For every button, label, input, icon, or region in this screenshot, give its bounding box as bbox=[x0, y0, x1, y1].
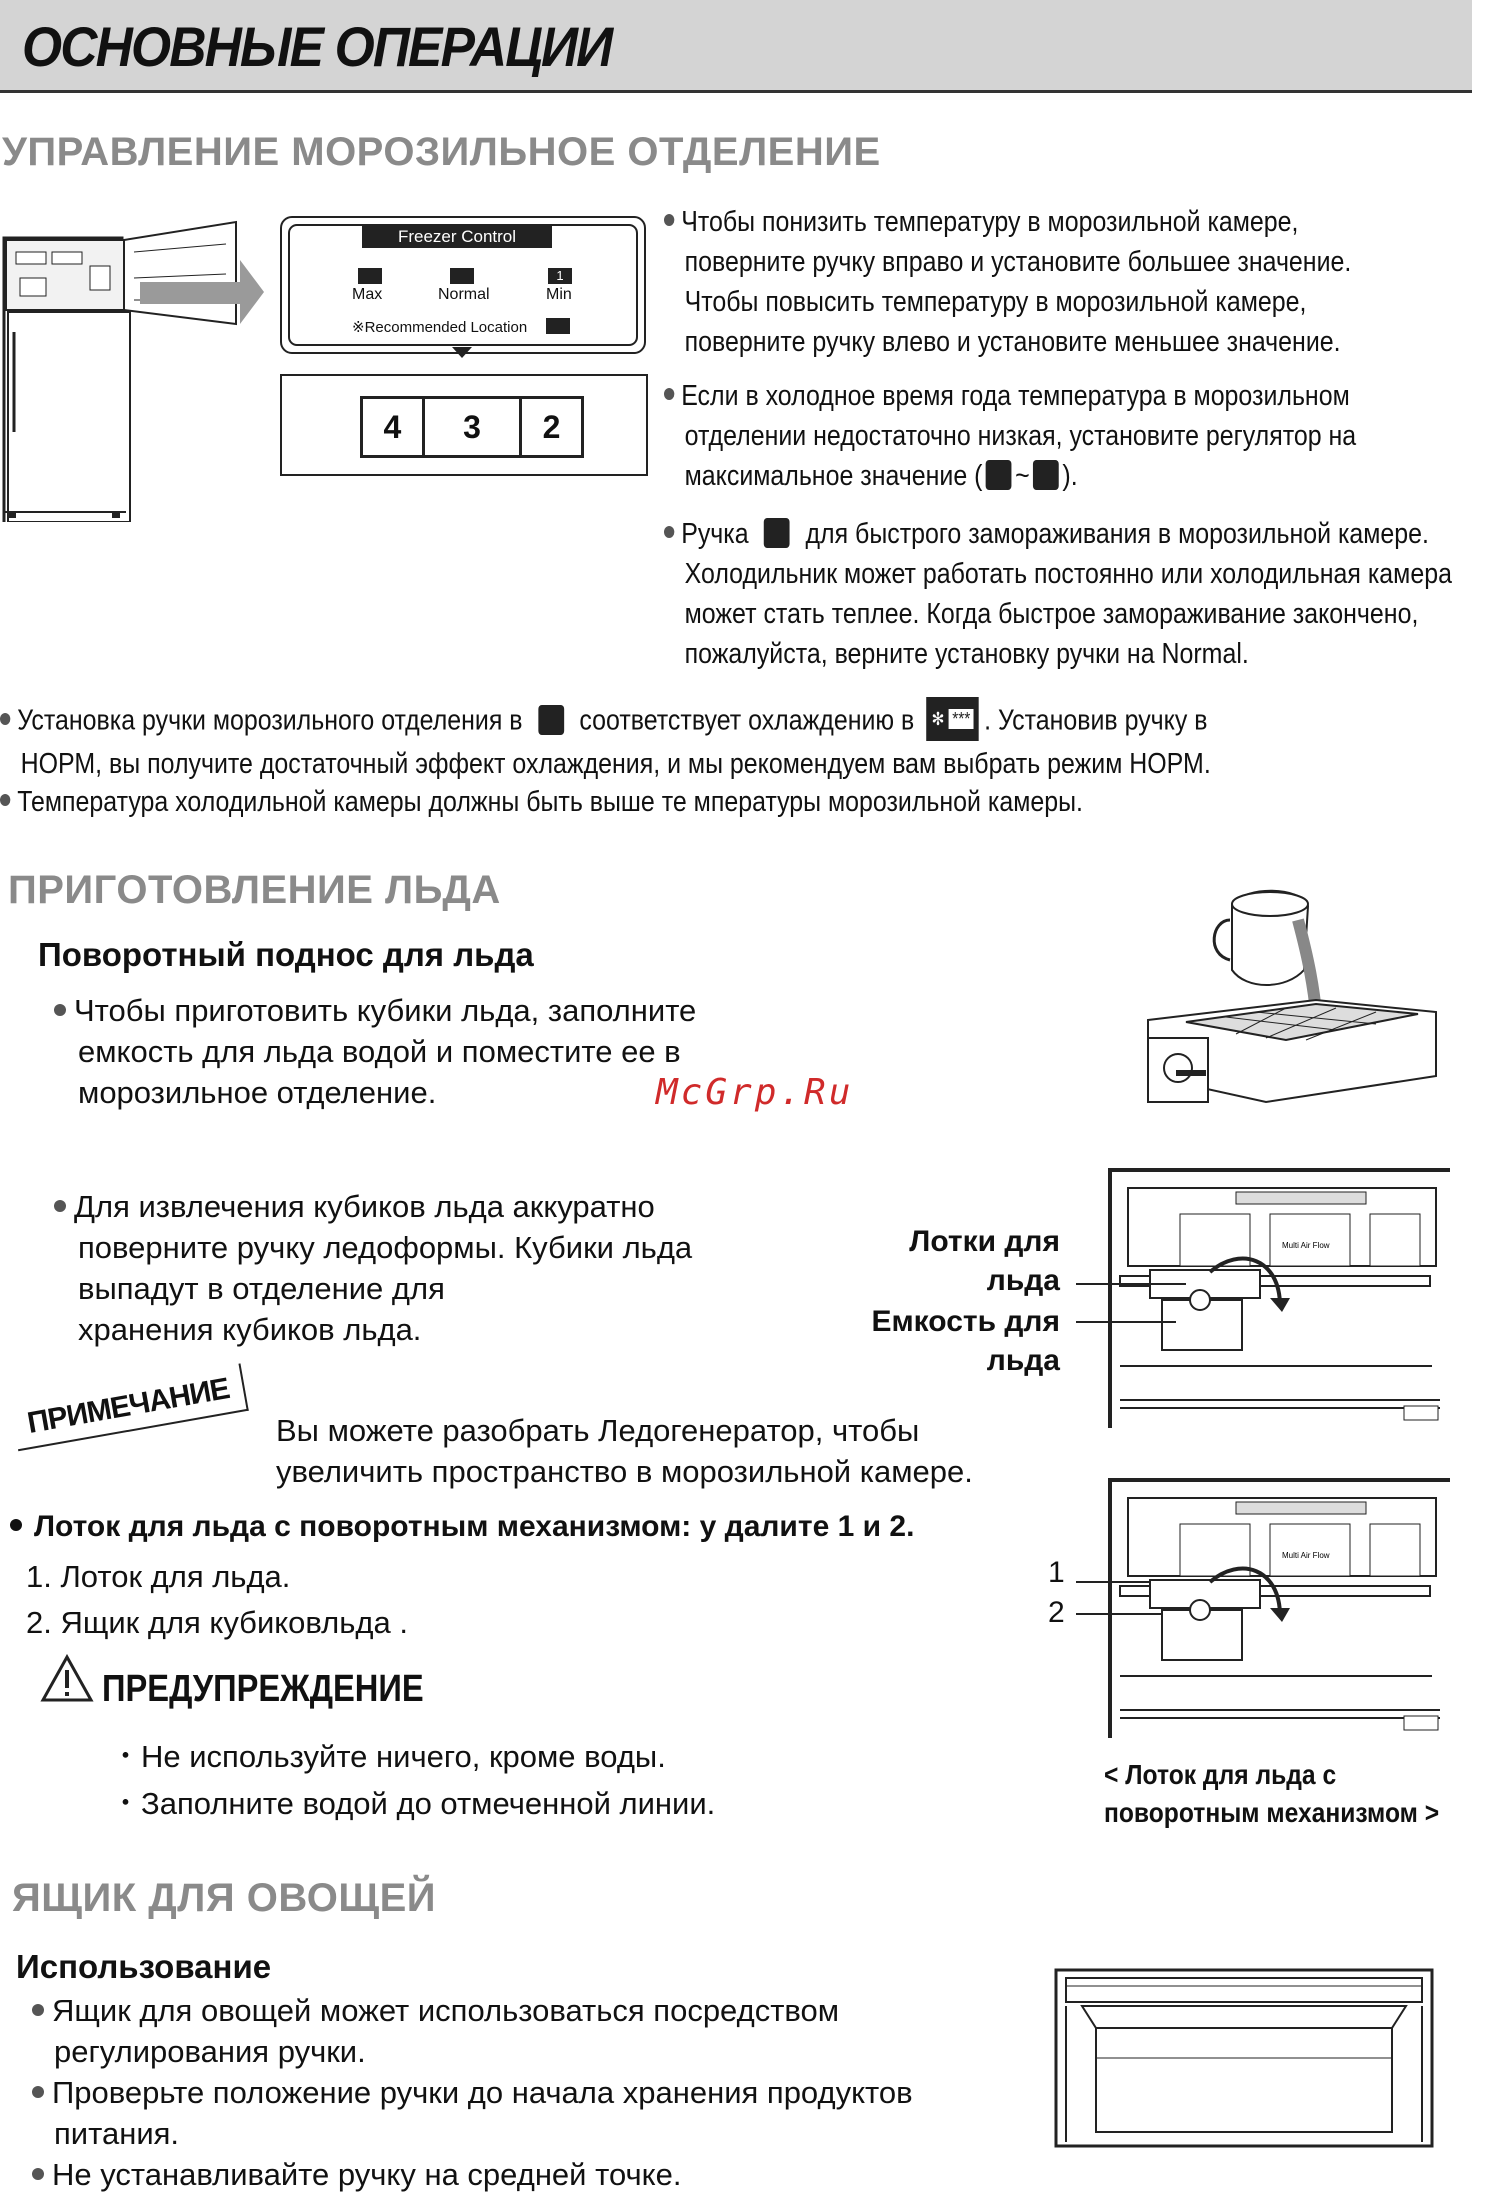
panel-title: Freezer Control bbox=[362, 226, 552, 248]
snowflake-badge: ✻ *** bbox=[926, 697, 979, 741]
fig-num-1: 1 bbox=[1048, 1556, 1065, 1589]
min-indicator: 1 bbox=[548, 268, 572, 284]
section-title-freezer: УПРАВЛЕНИЕ МОРОЗИЛЬНОЕ ОТДЕЛЕНИЕ bbox=[2, 130, 881, 174]
freezer-interior-illustration-2 bbox=[1080, 1476, 1450, 1738]
fig-caption: < Лоток для льда с поворотным механизмом > bbox=[1104, 1759, 1440, 1828]
dial-value: 3 bbox=[425, 399, 522, 455]
ice-bullet-2: Для извлечения кубиков льда аккуратно поверните ручку ледоформы. Кубики льда выпадут в отделение для хранения кубиков льда. bbox=[54, 1186, 774, 1350]
veg-subhead: Использование bbox=[16, 1948, 272, 1985]
ice-subhead: Поворотный поднос для льда bbox=[38, 936, 534, 973]
min-label: Min bbox=[546, 286, 572, 303]
label-ice-trays: Лотки для льда bbox=[909, 1225, 1060, 1297]
note-text: Вы можете разобрать Ледогенератор, чтобы увеличить пространство в морозильной камере. bbox=[276, 1413, 973, 1489]
section-title-ice: ПРИГОТОВЛЕНИЕ ЛЬДА bbox=[8, 868, 501, 912]
freezer-bullet-2: Если в холодное время года температура в морозильном отделении недостаточно низкая, установите регулятор на максимальное значение ( ~ ). bbox=[664, 376, 1504, 496]
max-indicator bbox=[358, 268, 382, 284]
dial-value: 2 bbox=[542, 409, 561, 445]
watermark: McGrp.Ru bbox=[656, 1072, 854, 1113]
fig-label: Multi Air Flow bbox=[1282, 1551, 1330, 1560]
rotary-list: 1. Лоток для льда. 2. Ящик для кубиковльда . bbox=[26, 1559, 408, 1640]
snowflake-icon: ✻ bbox=[931, 709, 949, 729]
label-ice-bin: Емкость для льда bbox=[871, 1305, 1060, 1377]
pointer-triangle-icon bbox=[452, 347, 472, 359]
warning-title: ПРЕДУПРЕЖДЕНИЕ bbox=[102, 1668, 424, 1710]
fig-label: Multi Air Flow bbox=[1282, 1241, 1330, 1250]
warning-list: ・Не используйте ничего, кроме воды. ・Заполните водой до отмеченной линии. bbox=[110, 1739, 716, 1821]
dial bbox=[360, 396, 584, 458]
dial-box bbox=[280, 374, 648, 476]
dial-value: 4 bbox=[363, 399, 425, 455]
section-title-veg: ЯЩИК ДЛЯ ОВОЩЕЙ bbox=[12, 1876, 437, 1920]
leader-lines bbox=[1076, 1270, 1196, 1330]
freezer-control-panel bbox=[280, 216, 646, 354]
freezer-bullet-1: Чтобы понизить температуру в морозильной камере, поверните ручку вправо и установите большее значение. Чтобы повысить температуру в морозильной камере, поверните ручку влево и установите меньшее значение. bbox=[664, 202, 1504, 362]
freezer-bullet-4: Установка ручки морозильного отделения в соответствует охлаждению в ✻ *** . Установив ручку в НОРМ, вы получите достаточный эффект охлаждения, и мы рекомендуем вам выбрать режим НОРМ. bbox=[0, 700, 1500, 784]
normal-indicator bbox=[450, 268, 474, 284]
vegetable-drawer-illustration bbox=[1052, 1966, 1436, 2150]
recommended-indicator bbox=[546, 318, 570, 334]
veg-bullets: Ящик для овощей может использоваться посредством регулирования ручки. Проверьте положение ручки до начала хранения продуктов питания. Не устанавливайте ручку на средней точке. bbox=[32, 1990, 1032, 2195]
max-label: Max bbox=[352, 286, 383, 303]
ice-bullet-1: Чтобы приготовить кубики льда, заполните емкость для льда водой и поместите ее в морозильное отделение. bbox=[54, 990, 774, 1113]
freezer-bullet-5: Температура холодильной камеры должны быть выше те мпературы морозильной камеры. bbox=[0, 782, 1500, 822]
note-stamp: ПРИМЕЧАНИЕ bbox=[10, 1363, 249, 1451]
freezer-bullet-3: Ручка для быстрого замораживания в морозильной камере. Холодильник может работать постоянно или холодильная камера может стать теплее. Когда быстрое замораживание закончено, пожалуйста, верните установку ручки на Normal. bbox=[664, 514, 1504, 674]
rotary-bullet: Лоток для льда с поворотным механизмом: у далите 1 и 2. bbox=[10, 1510, 914, 1544]
ice-tray-pour-illustration bbox=[1136, 880, 1450, 1120]
fig-num-2: 2 bbox=[1048, 1596, 1065, 1629]
page-title: ОСНОВНЫЕ ОПЕРАЦИИ bbox=[22, 15, 612, 78]
fridge-open-illustration bbox=[0, 212, 270, 522]
warning-icon bbox=[40, 1654, 94, 1704]
recommended-label: ※Recommended Location bbox=[352, 319, 528, 336]
normal-label: Normal bbox=[438, 286, 490, 303]
